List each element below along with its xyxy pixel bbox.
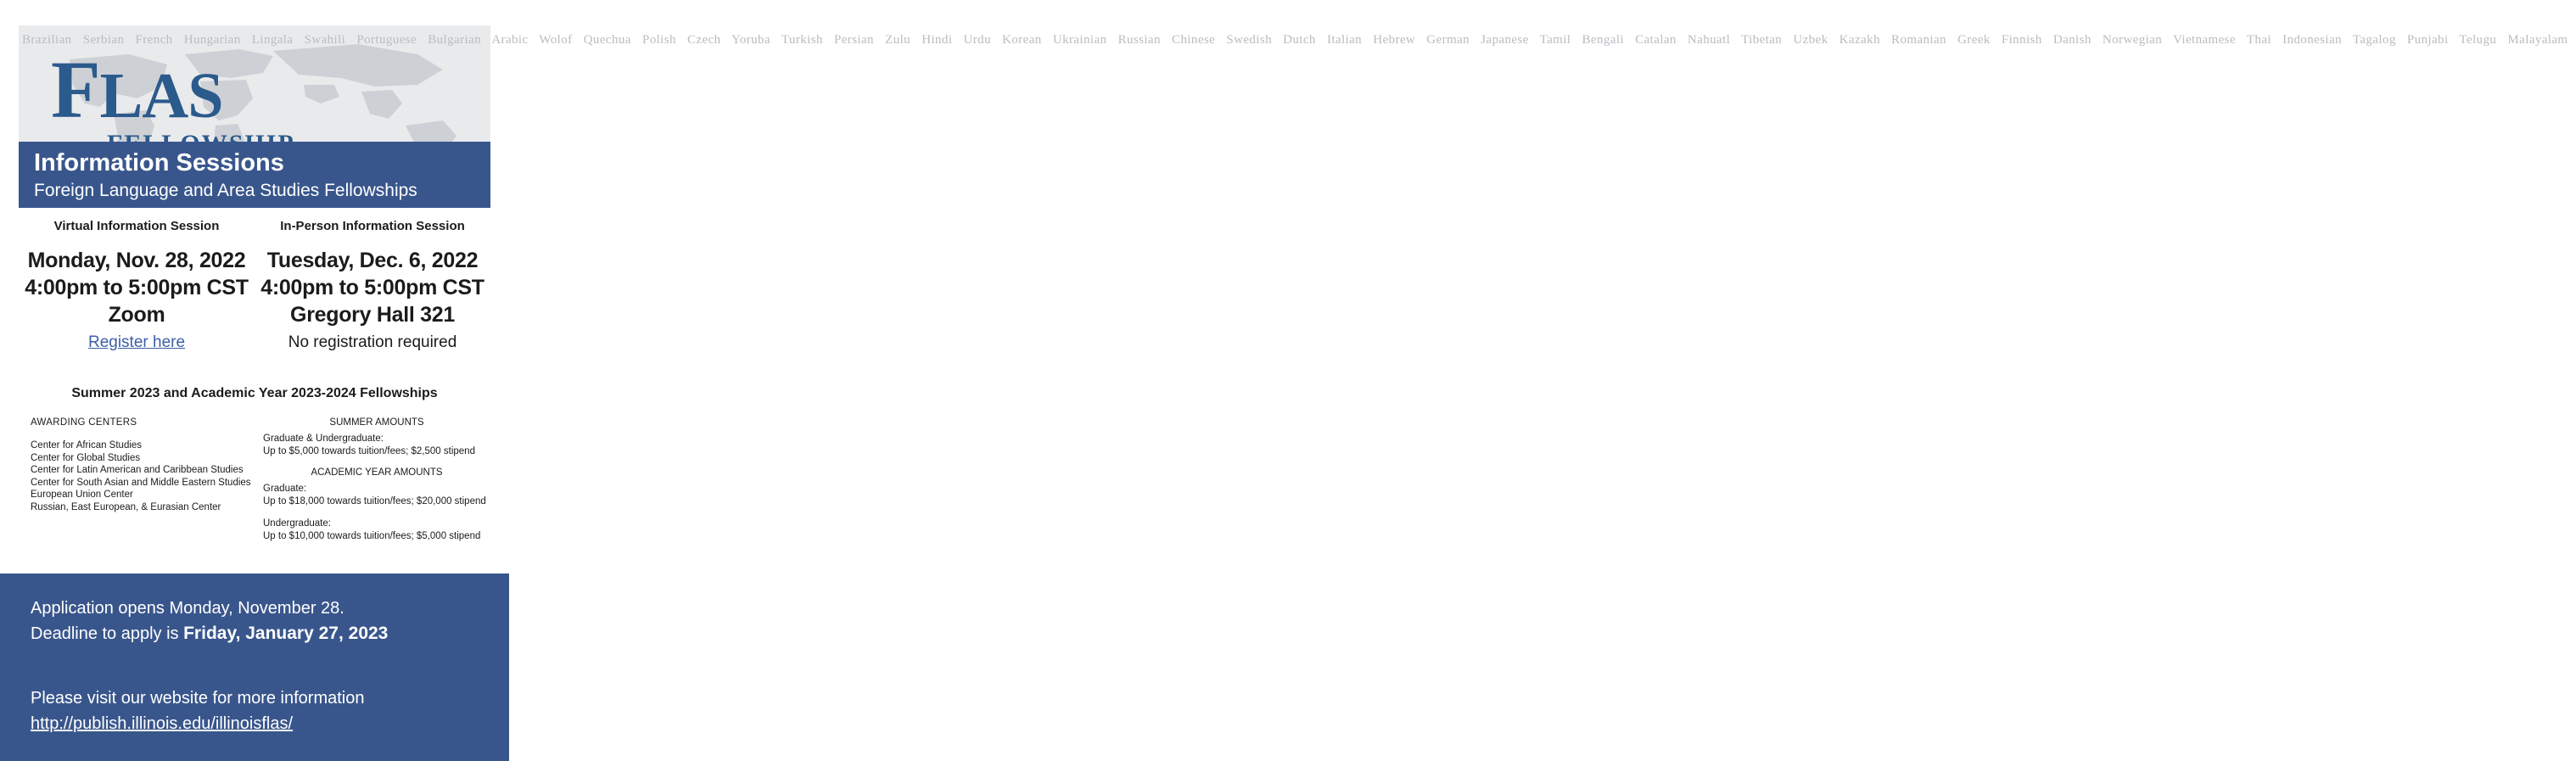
summer-amounts-heading: SUMMER AMOUNTS [329, 417, 424, 428]
list-item: Center for Global Studies [31, 452, 141, 463]
session-inperson-heading: In-Person Information Session [280, 219, 465, 233]
session-inperson-time: 4:00pm to 5:00pm CST [260, 276, 484, 299]
list-item: Center for South Asian and Middle Eastern Studies [31, 477, 251, 488]
deadline-text [31, 621, 509, 646]
session-virtual-date: Monday, Nov. 28, 2022 [27, 249, 246, 272]
website-prompt: Please visit our website for more information [31, 689, 365, 708]
list-item: Center for African Studies [31, 440, 143, 450]
list-item: Center for Latin American and Caribbean Studies [31, 465, 244, 476]
session-inperson-place: Gregory Hall 321 [290, 303, 455, 327]
page-subtitle: Foreign Language and Area Studies Fellowships [34, 181, 417, 200]
language-words-background: Brazilian Serbian French Hungarian Lingala Swahili Portuguese Bulgarian Arabic Wolof Quechua Polish Czech Yoruba Turkish Persian Zulu Hindi Urdu Korean Ukrainian Russian Chinese Swedish Dutch Italian Hebrew German Japanese Tamil Bengali Catalan Nahuatl Tibetan Uzbek Kazakh Romanian Greek Finnish Danish Norwegian Vietnamese Thai Indonesian Tagalog Punjabi Telugu Malayalam [22, 33, 2568, 47]
sessions-section [19, 219, 490, 355]
list-item: European Union Center [31, 490, 133, 501]
session-inperson-note: No registration required [288, 333, 457, 351]
session-inperson-date: Tuesday, Dec. 6, 2022 [266, 249, 479, 272]
website-url-link[interactable]: http://publish.illinois.edu/illinoisflas/ [31, 714, 294, 733]
academic-amounts-group [263, 467, 490, 508]
deadline-prefix: Deadline to apply is [31, 624, 184, 643]
session-inperson [255, 219, 490, 355]
academic-amounts-heading: ACADEMIC YEAR AMOUNTS [311, 467, 443, 478]
graduate-amount-label: Graduate: [263, 484, 307, 494]
page-title: Information Sessions [34, 149, 284, 176]
list-item: Russian, East European, & Eurasian Center [31, 501, 221, 512]
summer-amounts-value: Up to $5,000 towards tuition/fees; $2,500 stipend [263, 446, 475, 456]
flas-logo-main: FLAS [51, 44, 223, 135]
details-section [19, 417, 490, 552]
fellowships-heading: Summer 2023 and Academic Year 2023-2024 Fellowships [71, 386, 438, 400]
title-bar [19, 142, 490, 208]
summer-amounts-label: Graduate & Undergraduate: [263, 434, 384, 444]
session-virtual [19, 219, 255, 355]
amounts-column [263, 417, 490, 552]
awarding-centers-title: AWARDING CENTERS [31, 417, 137, 428]
undergraduate-amount-label: Undergraduate: [263, 518, 331, 529]
summer-amounts-group [263, 417, 490, 458]
register-here-link[interactable]: Register here [87, 333, 186, 351]
session-virtual-place: Zoom [108, 303, 165, 327]
session-virtual-time: 4:00pm to 5:00pm CST [25, 276, 249, 299]
session-virtual-heading: Virtual Information Session [53, 219, 220, 233]
awarding-centers-list [31, 439, 263, 514]
graduate-amount-value: Up to $18,000 towards tuition/fees; $20,000 stipend [263, 496, 486, 506]
application-opens-text: Application opens Monday, November 28. [31, 599, 344, 618]
awarding-centers-column [19, 417, 263, 552]
footer-block [0, 574, 509, 761]
deadline-date: Friday, January 27, 2023 [183, 624, 389, 643]
undergraduate-amount-value: Up to $10,000 towards tuition/fees; $5,000 stipend [263, 531, 481, 541]
undergraduate-amounts-group [263, 518, 490, 543]
